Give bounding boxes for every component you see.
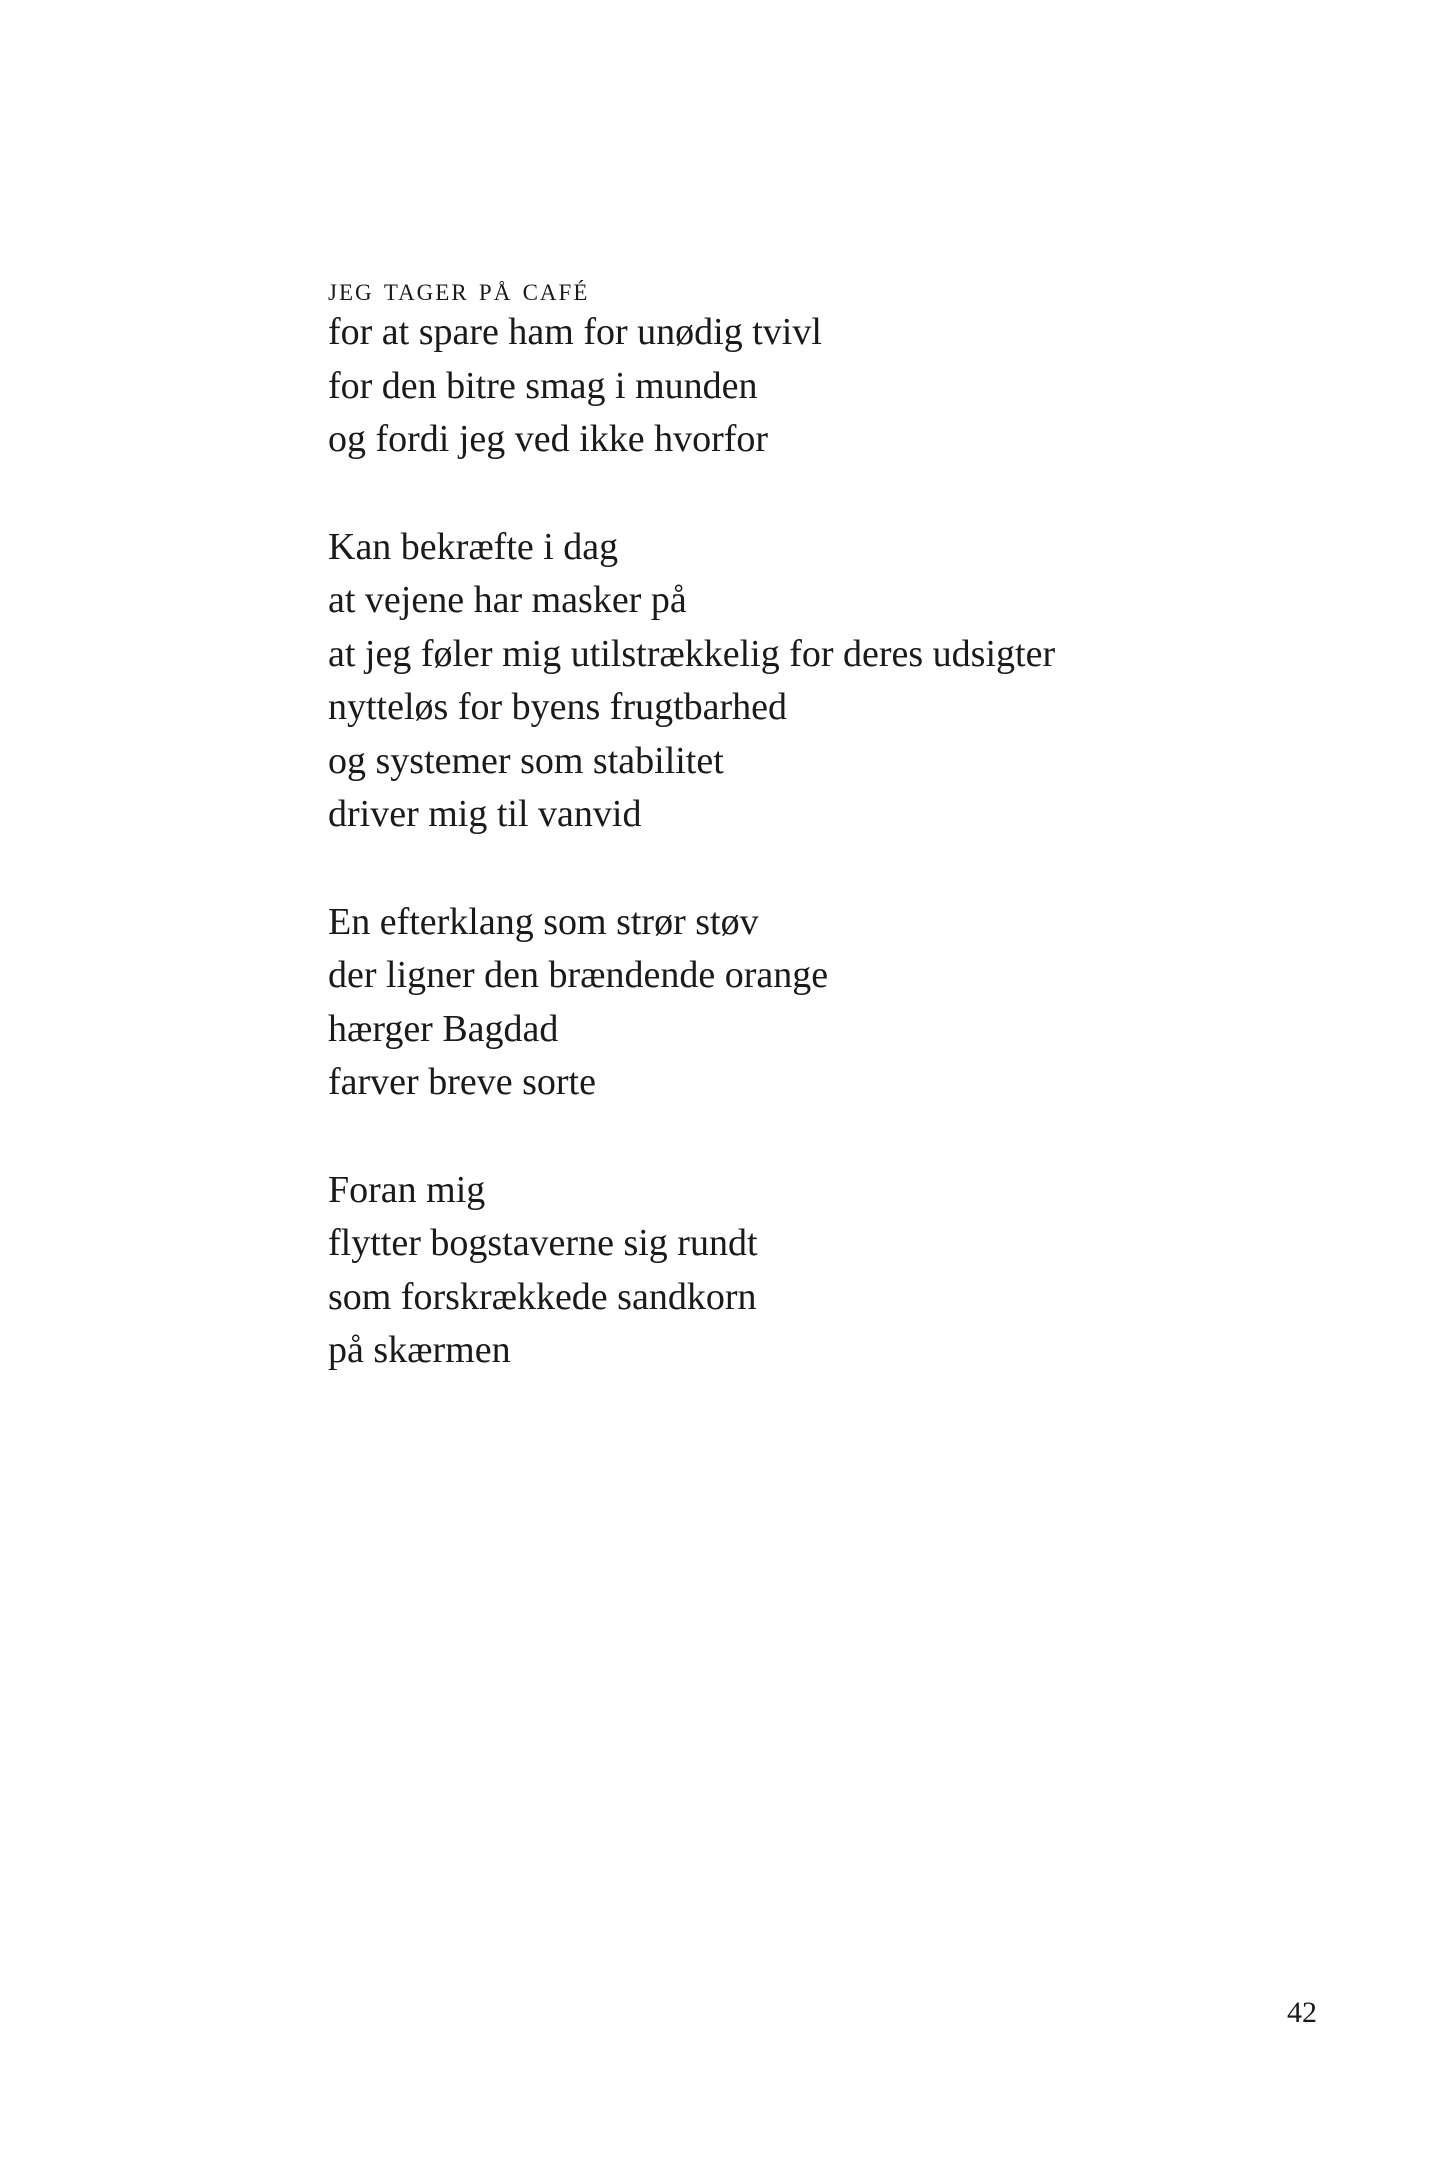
stanza-2: [328, 521, 1328, 842]
poem-line: og systemer som stabilitet: [328, 739, 724, 782]
poem-title: jeg tager på café: [328, 272, 590, 308]
poem-line: at vejene har masker på: [328, 579, 687, 621]
poem-line: flytter bogstaverne sig rundt: [328, 1222, 758, 1264]
poem-line: for at spare ham for unødig tvivl: [328, 311, 822, 353]
poem-line: nytteløs for byens frugtbarhed: [328, 686, 788, 728]
poem-line: som forskrækkede sandkorn: [328, 1275, 757, 1318]
stanza-4: [328, 1164, 1328, 1378]
poem-line: på skærmen: [328, 1329, 511, 1371]
poem-line: Kan bekræfte i dag: [328, 525, 619, 568]
poem-line: for den bitre smag i munden: [328, 364, 758, 407]
poem-line: og fordi jeg ved ikke hvorfor: [328, 418, 769, 460]
poem-line: farver breve sorte: [328, 1061, 596, 1103]
page-number: 42: [1287, 1996, 1317, 2029]
poem-line: Foran mig: [328, 1168, 486, 1211]
poem-line: driver mig til vanvid: [328, 793, 642, 835]
poem-line: der ligner den brændende orange: [328, 954, 829, 996]
poem-line: at jeg føler mig utilstrækkelig for deres udsigter: [328, 632, 1056, 675]
poem-line: hærger Bagdad: [328, 1007, 559, 1050]
stanza-3: [328, 896, 1328, 1110]
stanza-1: [328, 306, 1328, 467]
poem-line: En efterklang som strør støv: [328, 900, 759, 943]
poem: [328, 268, 1328, 1432]
